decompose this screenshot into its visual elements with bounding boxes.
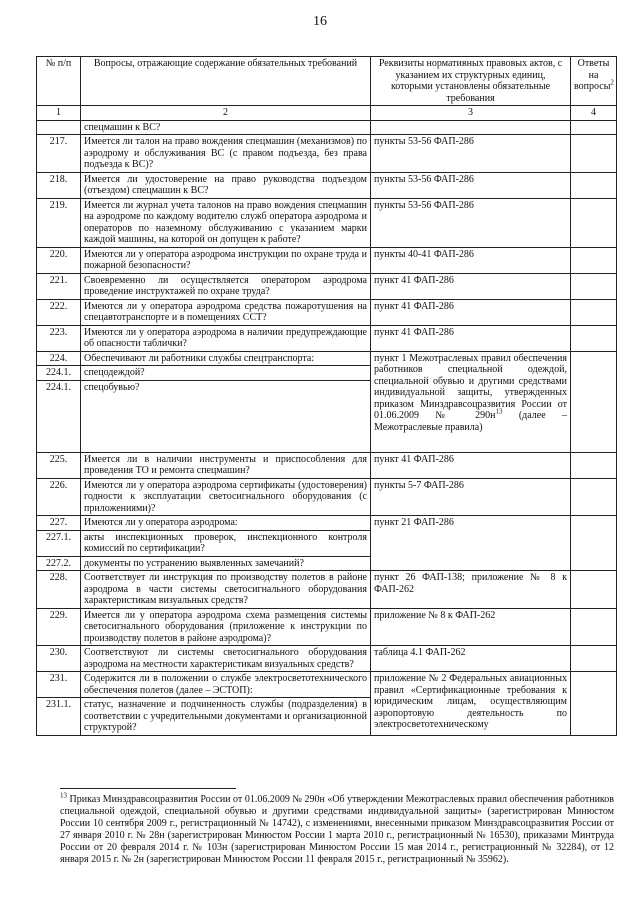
row-num: 221. bbox=[37, 273, 81, 299]
row-num bbox=[37, 120, 81, 135]
row-question: Имеются ли у оператора аэродрома сертификаты (удостоверения) годности к эксплуатации светосигнального оборудования (с приложениями)? bbox=[81, 478, 371, 516]
row-question: Имеются ли у оператора аэродрома в наличии предупреждающие об опасности таблички? bbox=[81, 325, 371, 351]
group-227 bbox=[37, 516, 617, 571]
rows-block-c bbox=[37, 571, 617, 672]
footnote-text: Приказ Минздравсоцразвития России от 01.06.2009 № 290н «Об утверждении Межотраслевых правил обеспечения работников специальной одеждой, специальной обувью и другими средствами индивидуальной защиты» (зарегистрирован Минюстом России 10 сентября 2009 г., регистрационный № 14742), с изменениями, внесенными приказом Минздравсоцразвития России от 27 января 2010 г. № 28н (зарегистрирован Минюстом России 1 марта 2010 г., регистрационный № 16530), приказами Минтруда России от 20 февраля 2014 г. № 103н (зарегистрирован Минюстом России 15 мая 2014 г., регистрационный № 32284), от 12 января 2015 г. № 2н (зарегистрирован Минюстом России 11 февраля 2015 г., регистрационный № 35962). bbox=[60, 794, 614, 865]
row-requisites: пункт 41 ФАП-286 bbox=[371, 273, 571, 299]
table-row bbox=[37, 135, 617, 173]
row-num: 217. bbox=[37, 135, 81, 173]
row-answer bbox=[571, 198, 617, 247]
row-num: 218. bbox=[37, 172, 81, 198]
table-header-row bbox=[37, 57, 617, 106]
row-requisites: пункт 41 ФАП-286 bbox=[371, 325, 571, 351]
requirements-table bbox=[36, 56, 617, 736]
row-num: 219. bbox=[37, 198, 81, 247]
row-num: 227.2. bbox=[37, 556, 81, 571]
row-num: 230. bbox=[37, 646, 81, 672]
table-row bbox=[37, 172, 617, 198]
header-num: № п/п bbox=[37, 57, 81, 106]
row-question: спецмашин к ВС? bbox=[81, 120, 371, 135]
row-answer bbox=[571, 273, 617, 299]
row-num: 224. bbox=[37, 351, 81, 366]
table-row bbox=[37, 247, 617, 273]
group-231 bbox=[37, 672, 617, 736]
table-row bbox=[37, 351, 617, 366]
row-question: Имеется ли в наличии инструменты и приспособления для проведения ТО и ремонта спецмашин? bbox=[81, 452, 371, 478]
row-num: 231.1. bbox=[37, 698, 81, 736]
table-row bbox=[37, 672, 617, 698]
table-row bbox=[37, 273, 617, 299]
row-question: Имеются ли у оператора аэродрома инструкции по охране труда и пожарной безопасности? bbox=[81, 247, 371, 273]
footnote bbox=[60, 791, 614, 866]
row-num: 227.1. bbox=[37, 530, 81, 556]
row-question: Имеются ли у оператора аэродрома: bbox=[81, 516, 371, 531]
row-question: Имеется ли у оператора аэродрома схема размещения системы светосигнального оборудования (приложение к инструкции по производству полетов в районе аэродрома)? bbox=[81, 608, 371, 646]
column-index-row bbox=[37, 106, 617, 121]
row-requisites: таблица 4.1 ФАП-262 bbox=[371, 646, 571, 672]
table-row bbox=[37, 571, 617, 609]
row-question: спецодеждой? bbox=[81, 366, 371, 381]
row-requisites bbox=[371, 351, 571, 452]
row-num: 229. bbox=[37, 608, 81, 646]
row-requisites bbox=[371, 120, 571, 135]
row-requisites: пункты 53-56 ФАП-286 bbox=[371, 198, 571, 247]
header-requisites: Реквизиты нормативных правовых актов, с указанием их структурных единиц, которыми установлены обязательные требования bbox=[371, 57, 571, 106]
table-row bbox=[37, 646, 617, 672]
row-answer bbox=[571, 571, 617, 609]
row-question: статус, назначение и подчиненность службы (подразделения) в соответствии с учредительными документами и организационной структурой? bbox=[81, 698, 371, 736]
row-question: Имеется ли журнал учета талонов на право вождения спецмашин на аэродроме по каждому водителю служб оператора аэродрома и операторов по наземному обслуживанию с указанием марки каждой машины, на которой он допущен к работе? bbox=[81, 198, 371, 247]
row-requisites: приложение № 8 к ФАП-262 bbox=[371, 608, 571, 646]
table-row bbox=[37, 452, 617, 478]
table-row bbox=[37, 516, 617, 531]
row-num: 226. bbox=[37, 478, 81, 516]
row-question: Обеспечивают ли работники службы спецтранспорта: bbox=[81, 351, 371, 366]
row-num: 222. bbox=[37, 299, 81, 325]
table-row bbox=[37, 325, 617, 351]
row-answer bbox=[571, 516, 617, 571]
row-question: спецобувью? bbox=[81, 380, 371, 452]
row-question: Имеются ли у оператора аэродрома средства пожаротушения на спецавтотранспорте и в помещениях ССТ? bbox=[81, 299, 371, 325]
row-question: Своевременно ли осуществляется оператором аэродрома проведение инструктажей по охране труда? bbox=[81, 273, 371, 299]
row-requisites: пункты 53-56 ФАП-286 bbox=[371, 135, 571, 173]
table-row bbox=[37, 608, 617, 646]
row-num: 224.1. bbox=[37, 366, 81, 381]
row-answer bbox=[571, 478, 617, 516]
table-row bbox=[37, 299, 617, 325]
row-requisites: пункт 41 ФАП-286 bbox=[371, 299, 571, 325]
row-num: 224.1. bbox=[37, 380, 81, 452]
row-question: Соответствует ли инструкция по производству полетов в районе аэродрома в части системы светосигнального оборудования характеристикам визуальных средств? bbox=[81, 571, 371, 609]
row-answer bbox=[571, 608, 617, 646]
row-num: 231. bbox=[37, 672, 81, 698]
row-num: 223. bbox=[37, 325, 81, 351]
header-answers-text: Ответы на вопросы bbox=[574, 58, 611, 92]
col-index-4: 4 bbox=[571, 106, 617, 121]
row-question: документы по устранению выявленных замечаний? bbox=[81, 556, 371, 571]
row-answer bbox=[571, 325, 617, 351]
row-question: Соответствуют ли системы светосигнального оборудования аэродрома на местности характеристикам визуальных средств? bbox=[81, 646, 371, 672]
row-answer bbox=[571, 646, 617, 672]
req-text: пункт 1 Межотраслевых правил обеспечения работников специальной одеждой, специальной обувью и другими средствами индивидуальной защиты, утвержденных приказом Минздравсоцразвития России от 01.06.2009 № 290н bbox=[374, 352, 567, 421]
row-answer bbox=[571, 120, 617, 135]
col-index-3: 3 bbox=[371, 106, 571, 121]
row-requisites: приложение № 2 Федеральных авиационных правил «Сертификационные требования к юридическим лицам, осуществляющим аэропортовую деятельность по электросветотехническому bbox=[371, 672, 571, 736]
row-num: 228. bbox=[37, 571, 81, 609]
table-row bbox=[37, 478, 617, 516]
row-requisites: пункты 53-56 ФАП-286 bbox=[371, 172, 571, 198]
rows-block-b bbox=[37, 452, 617, 516]
footnote-ref: 13 bbox=[495, 407, 503, 416]
row-requisites: пункты 40-41 ФАП-286 bbox=[371, 247, 571, 273]
group-224 bbox=[37, 351, 617, 452]
page-number: 16 bbox=[313, 14, 327, 29]
row-question: Содержится ли в положении о службе электросветотехнического обеспечения полетов (далее – ЭСТОП): bbox=[81, 672, 371, 698]
req-tail: (далее – Межотраслевые правила) bbox=[374, 410, 567, 433]
footnote-separator bbox=[60, 788, 236, 789]
row-question: Имеется ли талон на право вождения спецмашин (механизмов) по аэродрому и обслуживания ВС (с правом подъезда, без права подъезда к ВС)? bbox=[81, 135, 371, 173]
row-requisites: пункт 26 ФАП-138; приложение № 8 к ФАП-262 bbox=[371, 571, 571, 609]
row-num: 225. bbox=[37, 452, 81, 478]
col-index-1: 1 bbox=[37, 106, 81, 121]
row-answer bbox=[571, 672, 617, 736]
header-answers bbox=[571, 57, 617, 106]
rows-block-a bbox=[37, 120, 617, 351]
row-answer bbox=[571, 299, 617, 325]
row-answer bbox=[571, 172, 617, 198]
row-answer bbox=[571, 351, 617, 452]
header-answers-sup: 2 bbox=[610, 78, 614, 87]
col-index-2: 2 bbox=[81, 106, 371, 121]
row-answer bbox=[571, 452, 617, 478]
table-row bbox=[37, 120, 617, 135]
row-requisites: пункт 21 ФАП-286 bbox=[371, 516, 571, 571]
row-question: Имеется ли удостоверение на право руководства подъездом (отъездом) спецмашин к ВС? bbox=[81, 172, 371, 198]
row-answer bbox=[571, 247, 617, 273]
row-requisites: пункты 5-7 ФАП-286 bbox=[371, 478, 571, 516]
row-num: 227. bbox=[37, 516, 81, 531]
footnote-mark: 13 bbox=[60, 791, 67, 800]
row-answer bbox=[571, 135, 617, 173]
row-question: акты инспекционных проверок, инспекционного контроля комиссий по сертификации? bbox=[81, 530, 371, 556]
table-row bbox=[37, 198, 617, 247]
row-requisites: пункт 41 ФАП-286 bbox=[371, 452, 571, 478]
row-num: 220. bbox=[37, 247, 81, 273]
header-questions: Вопросы, отражающие содержание обязательных требований bbox=[81, 57, 371, 106]
